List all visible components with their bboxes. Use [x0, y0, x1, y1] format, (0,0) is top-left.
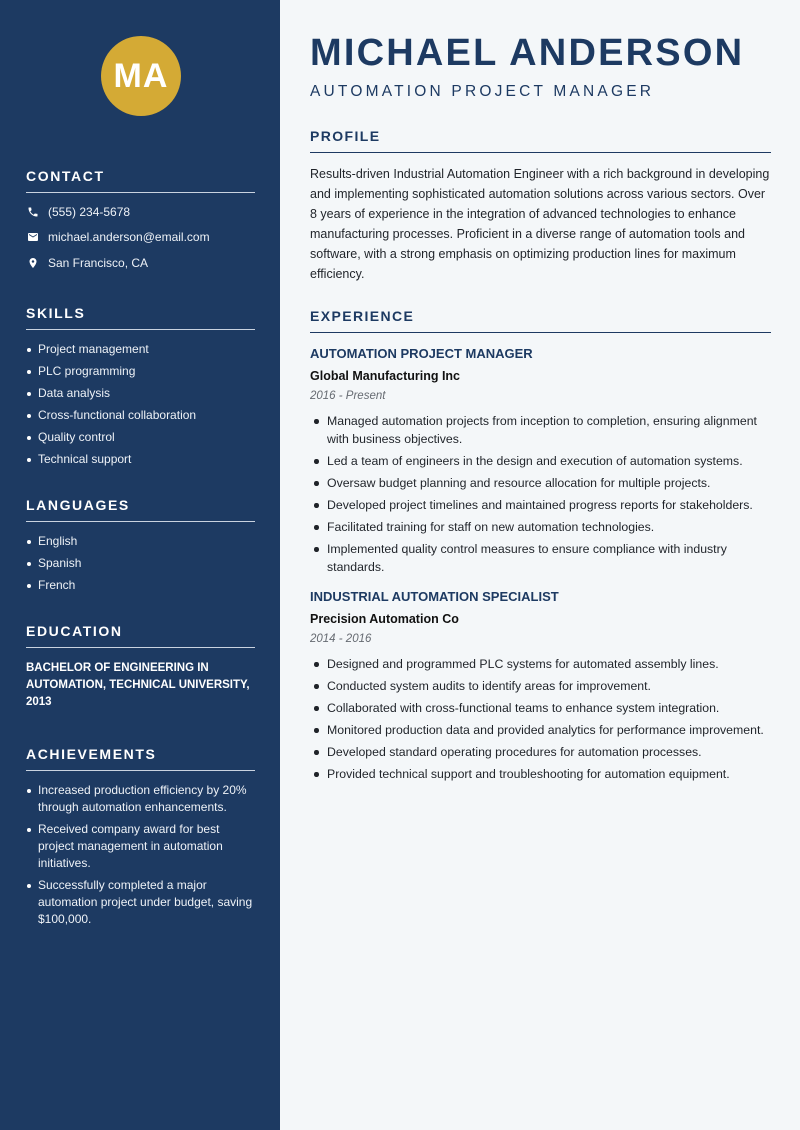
contact-email-text: michael.anderson@email.com — [48, 230, 210, 245]
contact-heading: CONTACT — [26, 168, 255, 193]
achievement-item: Successfully completed a major automation project under budget, saving $100,000. — [26, 877, 255, 928]
job-dates: 2014 - 2016 — [310, 633, 372, 645]
skill-item: Quality control — [26, 429, 255, 446]
job-bullet: Developed project timelines and maintained progress reports for stakeholders. — [310, 496, 771, 514]
job-bullet: Developed standard operating procedures for automation processes. — [310, 743, 771, 761]
job-dates: 2016 - Present — [310, 390, 386, 402]
job-company: Precision Automation Co — [310, 612, 459, 626]
contact-location — [26, 250, 255, 276]
achievements-section — [26, 746, 255, 933]
languages-section — [26, 497, 255, 599]
languages-heading: LANGUAGES — [26, 497, 255, 522]
job-bullet: Conducted system audits to identify areas for improvement. — [310, 677, 771, 695]
job-company: Global Manufacturing Inc — [310, 369, 461, 383]
achievement-item: Increased production efficiency by 20% through automation enhancements. — [26, 782, 255, 816]
contact-email[interactable] — [26, 225, 255, 251]
skills-heading: SKILLS — [26, 305, 255, 330]
sidebar — [0, 0, 280, 1130]
skill-item: Technical support — [26, 451, 255, 468]
job-bullet: Implemented quality control measures to ensure compliance with industry standards. — [310, 540, 771, 576]
profile-heading: PROFILE — [310, 128, 771, 153]
candidate-title: AUTOMATION PROJECT MANAGER — [310, 83, 655, 100]
profile-section — [310, 128, 771, 284]
education-degree: BACHELOR OF ENGINEERING IN AUTOMATION, TECHNICAL UNIVERSITY, 2013 — [26, 662, 250, 708]
email-icon — [26, 231, 39, 244]
contact-phone-text: (555) 234-5678 — [48, 204, 131, 219]
experience-heading: EXPERIENCE — [310, 308, 771, 333]
job-bullet: Oversaw budget planning and resource allocation for multiple projects. — [310, 474, 771, 492]
education-heading: EDUCATION — [26, 623, 255, 648]
contact-phone[interactable] — [26, 199, 255, 225]
job-bullet: Provided technical support and troubleshooting for automation equipment. — [310, 765, 771, 783]
achievements-heading: ACHIEVEMENTS — [26, 746, 255, 771]
job-entry — [310, 588, 771, 783]
candidate-name: MICHAEL ANDERSON — [310, 32, 745, 74]
achievement-item: Received company award for best project management in automation initiatives. — [26, 821, 255, 872]
job-bullet: Led a team of engineers in the design and execution of automation systems. — [310, 452, 771, 470]
job-bullets — [310, 412, 771, 576]
phone-icon — [26, 205, 39, 218]
skill-item: Project management — [26, 341, 255, 358]
experience-section — [310, 308, 771, 787]
job-bullet: Designed and programmed PLC systems for automated assembly lines. — [310, 655, 771, 673]
skill-item: Data analysis — [26, 385, 255, 402]
job-bullets — [310, 655, 771, 783]
location-icon — [26, 256, 39, 269]
job-title: AUTOMATION PROJECT MANAGER — [310, 346, 533, 361]
language-item: Spanish — [26, 555, 255, 572]
contact-section — [26, 168, 255, 276]
job-bullet: Collaborated with cross-functional teams to enhance system integration. — [310, 699, 771, 717]
avatar: MA — [101, 36, 181, 116]
languages-list — [26, 533, 255, 594]
job-bullet: Facilitated training for staff on new automation technologies. — [310, 518, 771, 536]
profile-text: Results-driven Industrial Automation Engineer with a rich background in developing and implementing sophisticated automation solutions across various sectors. Over 8 years of experience in the integration of advanced technologies to enhance manufacturing processes. Proficient in a diverse range of automation tools and software, with a strong emphasis on optimizing production lines for maximum efficiency. — [310, 167, 770, 281]
language-item: English — [26, 533, 255, 550]
skill-item: PLC programming — [26, 363, 255, 380]
job-entry — [310, 345, 771, 576]
job-bullet: Managed automation projects from inception to completion, ensuring alignment with business objectives. — [310, 412, 771, 448]
achievements-list — [26, 782, 255, 928]
skill-item: Cross-functional collaboration — [26, 407, 255, 424]
skills-list — [26, 341, 255, 468]
language-item: French — [26, 577, 255, 594]
job-bullet: Monitored production data and provided analytics for performance improvement. — [310, 721, 771, 739]
education-section — [26, 623, 255, 711]
job-title: INDUSTRIAL AUTOMATION SPECIALIST — [310, 589, 559, 604]
contact-location-text: San Francisco, CA — [48, 255, 149, 270]
skills-section — [26, 305, 255, 473]
